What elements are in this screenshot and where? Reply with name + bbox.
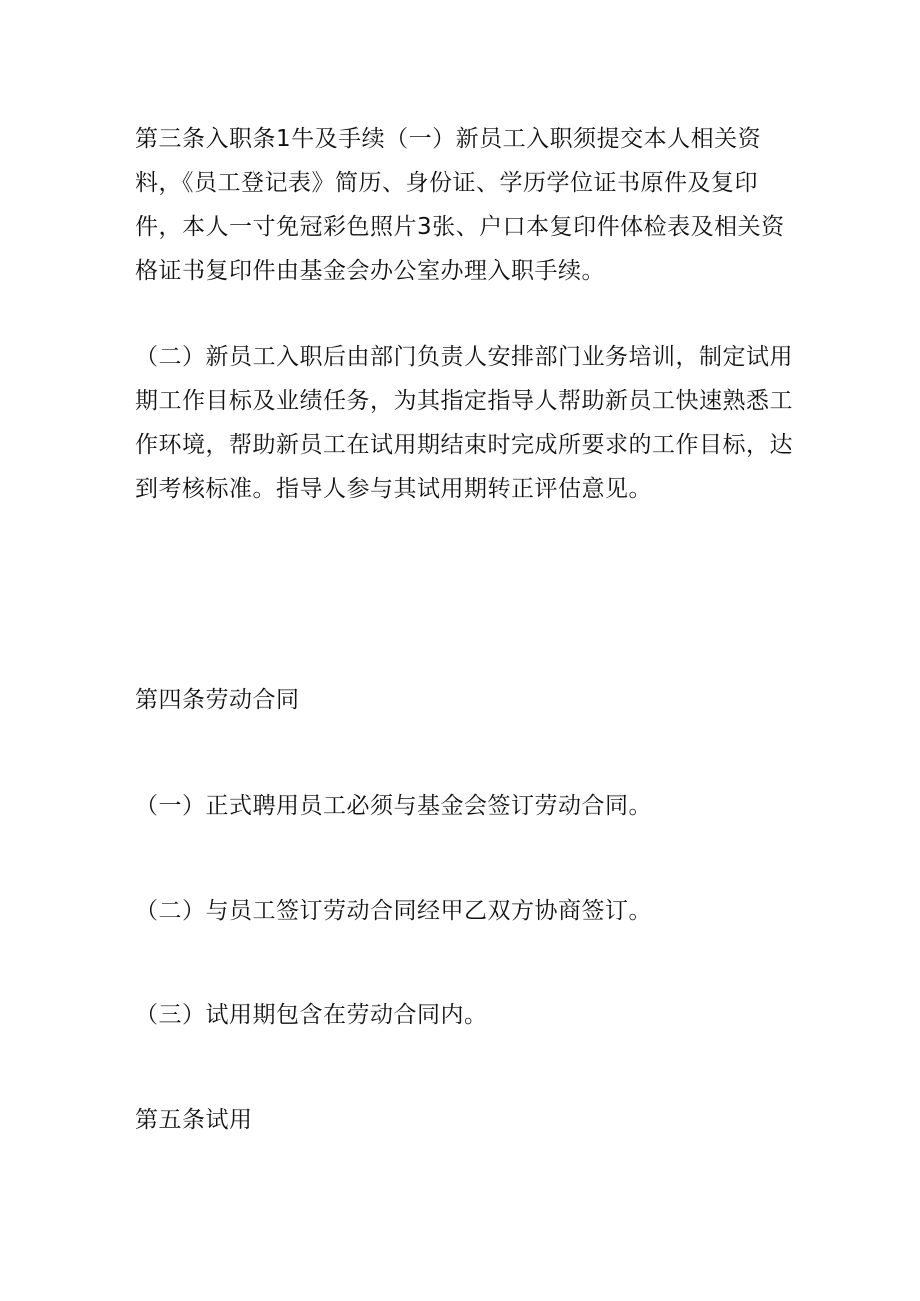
article5-heading: 第五条试用 [135, 1107, 253, 1133]
article4-item-3: （三）试用期包含在劳动合同内。 [135, 1002, 488, 1028]
article3-paragraph-1: 第三条入职条1牛及手续（一）新员工入职须提交本人相关资料，《员工登记表》简历、身份证、学历学位证书原件及复印件，本人一寸免冠彩色照片3张、户口本复印件体检表及相关资格证书复印件由基金会办公室办理入职手续。 [135, 126, 785, 284]
article3-paragraph-2: （二）新员工入职后由部门负责人安排部门业务培训，制定试用期工作目标及业绩任务，为其指定指导人帮助新员工快速熟悉工作环境，帮助新员工在试用期结束时完成所要求的工作目标，达到考核标准。指导人参与其试用期转正评估意见。 [135, 344, 793, 502]
article4-heading: 第四条劳动合同 [135, 687, 300, 713]
article4-item-2: （二）与员工签订劳动合同经甲乙双方协商签订。 [135, 898, 652, 924]
article4-item-1: （一）正式聘用员工必须与基金会签订劳动合同。 [135, 793, 652, 819]
